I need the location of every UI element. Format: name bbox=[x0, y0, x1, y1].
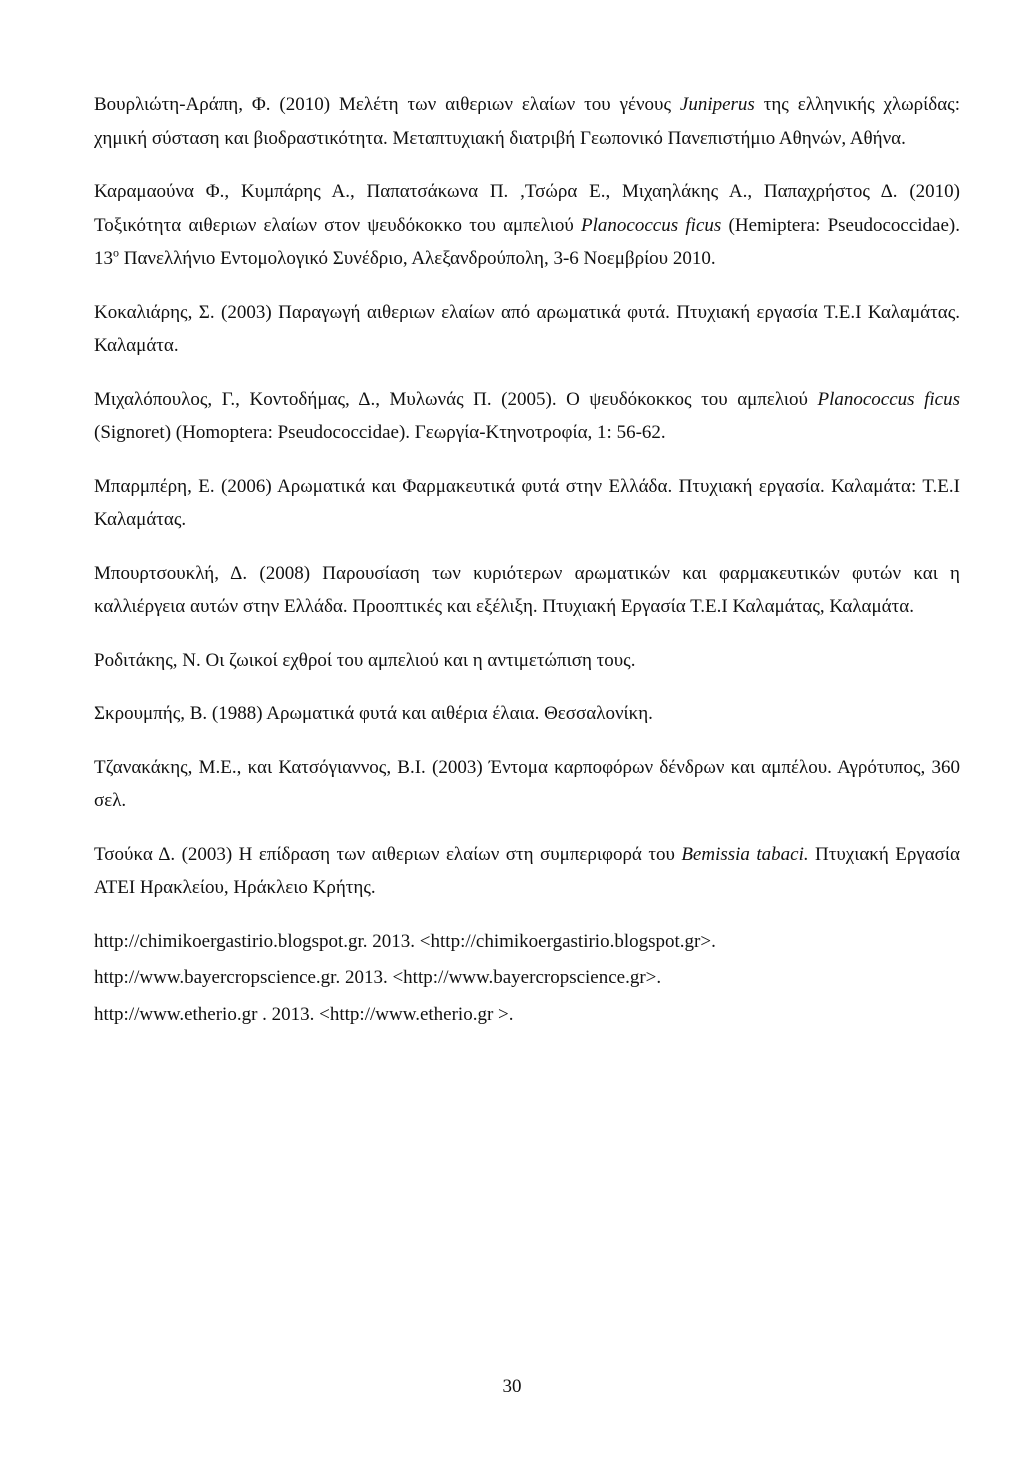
reference-text: Καραμαούνα Φ., Κυμπάρης Α., Παπατσάκωνα Π. ,Τσώρα Ε., Μιχαηλάκης Α., Παπαχρήστος Δ. (2010) Τοξικότητα αιθεριων ελαίων στον ψευδόκοκκο του αμπελιού bbox=[94, 181, 960, 236]
reference-entry bbox=[94, 751, 960, 818]
reference-entry bbox=[94, 925, 960, 959]
reference-text: http://www.etherio.gr . 2013. <http://www.etherio.gr >. bbox=[94, 1003, 514, 1025]
reference-entry bbox=[94, 383, 960, 450]
reference-entry bbox=[94, 961, 960, 995]
reference-entry bbox=[94, 644, 960, 678]
reference-italic-text: Bemissia tabaci. bbox=[681, 843, 809, 865]
reference-text: (Hemiptera: Pseudococcidae). 13 bbox=[94, 214, 961, 269]
page-number: 30 bbox=[502, 1376, 522, 1397]
reference-text: http://chimikoergastirio.blogspot.gr. 2013. <http://chimikoergastirio.blogspot.gr>. bbox=[94, 930, 716, 952]
reference-text: Μιχαλόπουλος, Γ., Κοντοδήμας, Δ., Μυλωνάς Π. (2005). Ο ψευδόκοκκος του αμπελιού bbox=[94, 388, 818, 410]
reference-entry bbox=[94, 296, 960, 363]
reference-text: Τσούκα Δ. (2003) Η επίδραση των αιθεριων ελαίων στη συμπεριφορά του bbox=[94, 843, 682, 865]
reference-text: Μπουρτσουκλή, Δ. (2008) Παρουσίαση των κυριότερων αρωματικών και φαρμακευτικών φυτών και η καλλιέργεια αυτών στην Ελλάδα. Προοπτικές και εξέλιξη. Πτυχιακή Εργασία Τ.Ε.Ι Καλαμάτας, Καλαμάτα. bbox=[94, 562, 960, 617]
reference-italic-text: Juniperus bbox=[679, 94, 755, 115]
reference-entry bbox=[94, 470, 960, 537]
reference-text: Πτυχιακή Εργασία ΑΤΕΙ Ηρακλείου, Ηράκλειο Κρήτης. bbox=[94, 843, 960, 898]
reference-text: Σκρουμπής, Β. (1988) Αρωματικά φυτά και αιθέρια έλαια. Θεσσαλονίκη. bbox=[94, 703, 653, 724]
reference-text: http://www.bayercropscience.gr. 2013. <http://www.bayercropscience.gr>. bbox=[94, 967, 662, 988]
reference-entry bbox=[94, 697, 960, 731]
reference-italic-text: Planococcus ficus bbox=[817, 388, 960, 410]
reference-entry bbox=[94, 88, 960, 155]
reference-text: Πανελλήνιο Εντομολογικό Συνέδριο, Αλεξανδρούπολη, 3-6 Νοεμβρίου 2010. bbox=[119, 248, 716, 269]
reference-text: (Signoret) (Homoptera: Pseudococcidae). Γεωργία-Κτηνοτροφία, 1: 56-62. bbox=[94, 422, 666, 443]
reference-text: Μπαρμπέρη, Ε. (2006) Αρωματικά και Φαρμακευτικά φυτά στην Ελλάδα. Πτυχιακή εργασία. Καλαμάτα: Τ.Ε.Ι Καλαμάτας. bbox=[94, 475, 960, 530]
reference-entry bbox=[94, 557, 960, 624]
reference-text: Τζανακάκης, Μ.Ε., και Κατσόγιαννος, Β.Ι. (2003) Έντομα καρποφόρων δένδρων και αμπέλου. Αγρότυπος, 360 σελ. bbox=[94, 756, 960, 811]
reference-text: Ροδιτάκης, Ν. Οι ζωικοί εχθροί του αμπελιού και η αντιμετώπιση τους. bbox=[94, 649, 636, 671]
reference-text: Κοκαλιάρης, Σ. (2003) Παραγωγή αιθεριων ελαίων από αρωματικά φυτά. Πτυχιακή εργασία Τ.Ε.Ι Καλαμάτας. Καλαμάτα. bbox=[94, 301, 960, 356]
reference-entry bbox=[94, 175, 960, 276]
reference-text: Βουρλιώτη-Αράπη, Φ. (2010) Μελέτη των αιθεριων ελαίων του γένους bbox=[94, 94, 680, 115]
reference-italic-text: Planococcus ficus bbox=[581, 214, 722, 236]
reference-superscript: ο bbox=[113, 245, 119, 260]
reference-entry bbox=[94, 838, 960, 905]
reference-text: της ελληνικής χλωρίδας: χημική σύσταση και βιοδραστικότητα. Μεταπτυχιακή διατριβή Γεωπονικό Πανεπιστήμιο Αθηνών, Αθήνα. bbox=[94, 94, 960, 149]
reference-entry bbox=[94, 998, 960, 1032]
reference-list bbox=[94, 88, 960, 1034]
